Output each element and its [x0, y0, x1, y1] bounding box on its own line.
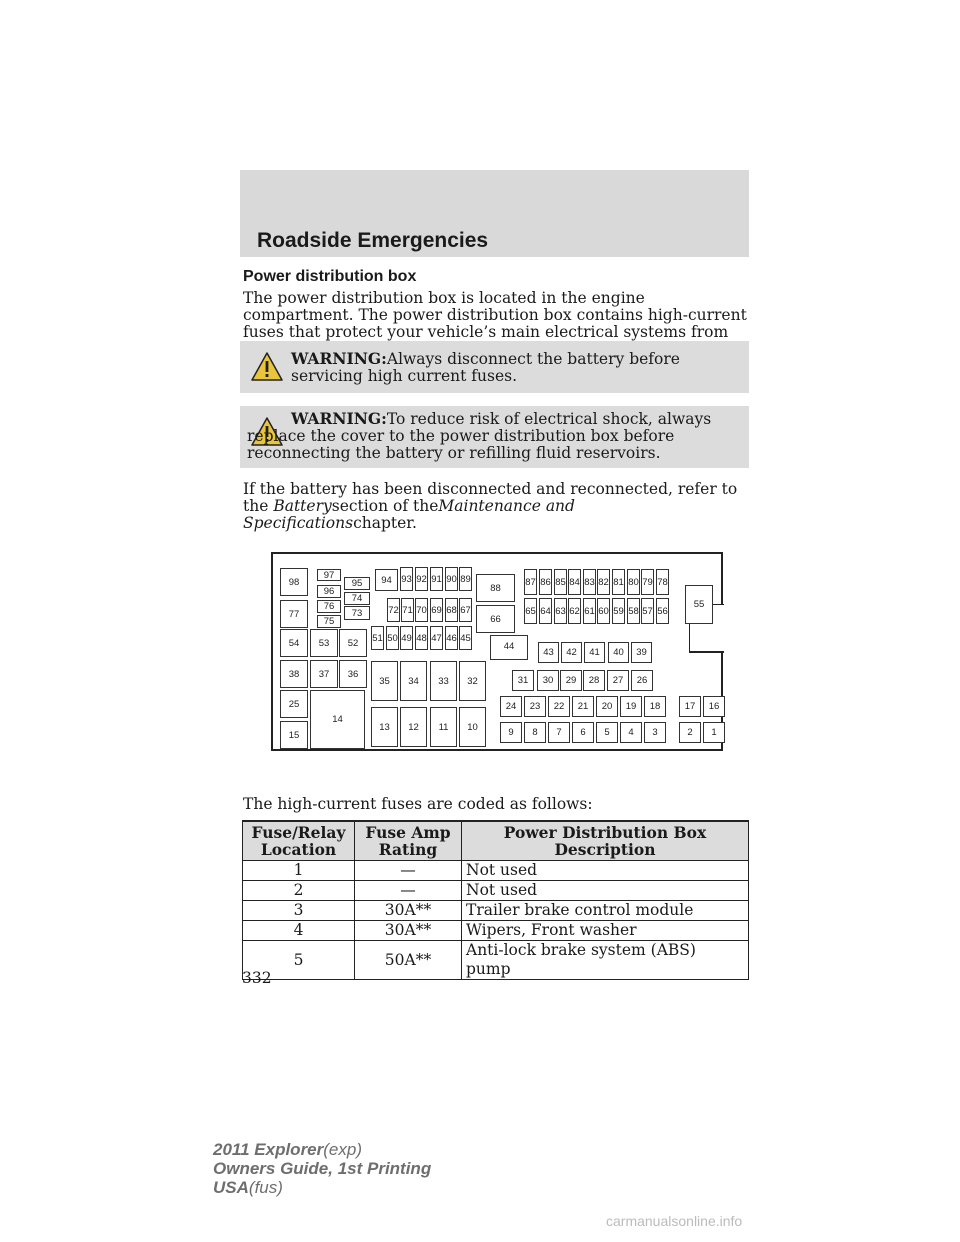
fuse-88: 88 — [476, 574, 515, 602]
fuse-60: 60 — [597, 598, 610, 624]
cell-location: 1 — [243, 861, 355, 881]
table-header-row — [243, 821, 749, 861]
fuse-94: 94 — [375, 569, 398, 591]
fuse-91: 91 — [430, 567, 443, 591]
fuse-15: 15 — [280, 721, 308, 749]
cell-description: Wipers, Front washer — [462, 921, 749, 941]
fuse-5: 5 — [596, 722, 618, 743]
fuse-14: 14 — [310, 690, 365, 749]
fuse-67: 67 — [459, 598, 472, 622]
fuse-3: 3 — [644, 722, 666, 743]
fuse-17: 17 — [679, 696, 701, 717]
battery-note-text: If the battery has been disconnected and reconnected, refer to the — [243, 480, 738, 515]
cell-location: 3 — [243, 901, 355, 921]
warning-box-1 — [240, 341, 749, 393]
fuse-39: 39 — [631, 642, 652, 663]
page-title: Roadside Emergencies — [257, 229, 489, 252]
fuse-75: 75 — [317, 615, 341, 628]
warning-triangle-icon — [251, 352, 283, 382]
fuse-89: 89 — [459, 567, 472, 591]
intro-paragraph: The power distribution box is located in the engine compartment. The power distribution box contains high-current fuses that protect your vehicle’s main electrical systems from — [243, 289, 747, 341]
fuse-18: 18 — [644, 696, 666, 717]
fuse-7: 7 — [548, 722, 570, 743]
fuse-30: 30 — [537, 670, 559, 691]
fuse-2: 2 — [679, 722, 701, 743]
warning-label: WARNING: — [291, 349, 387, 368]
cell-location: 5 — [243, 941, 355, 980]
fuse-11: 11 — [430, 707, 457, 747]
column-header-amp: Fuse Amp Rating — [355, 821, 462, 861]
fuse-16: 16 — [703, 696, 725, 717]
cell-location: 2 — [243, 881, 355, 901]
warning-label: WARNING: — [291, 409, 387, 428]
footer-market: USA — [213, 1178, 249, 1197]
fuse-85: 85 — [554, 569, 567, 595]
warning-text-2 — [247, 410, 741, 462]
footer-model-code: (exp) — [323, 1140, 362, 1159]
fuse-49: 49 — [400, 626, 413, 650]
fuse-96: 96 — [317, 585, 341, 598]
fuse-95: 95 — [344, 577, 370, 590]
fuse-10: 10 — [459, 707, 486, 747]
fuse-77: 77 — [280, 600, 308, 628]
column-header-description: Power Distribution Box Description — [462, 821, 749, 861]
fuse-13: 13 — [371, 707, 398, 747]
fuse-4: 4 — [620, 722, 642, 743]
fuse-28: 28 — [583, 670, 605, 691]
fuse-76: 76 — [317, 600, 341, 613]
watermark-text: carmanualsonline.info — [606, 1213, 743, 1229]
fuse-58: 58 — [627, 598, 640, 624]
cell-description: Anti-lock brake system (ABS) pump — [462, 941, 749, 980]
fuse-56: 56 — [656, 598, 669, 624]
fuse-68: 68 — [445, 598, 458, 622]
warning-box-2 — [240, 406, 749, 468]
fuse-9: 9 — [500, 722, 522, 743]
fuse-78: 78 — [656, 569, 669, 595]
fuse-48: 48 — [415, 626, 428, 650]
battery-note-text: section of the — [331, 497, 439, 515]
cell-location: 4 — [243, 921, 355, 941]
fuse-25: 25 — [280, 690, 308, 718]
footer-imprint — [213, 1140, 431, 1197]
fuse-80: 80 — [627, 569, 640, 595]
cell-amp: 50A** — [355, 941, 462, 980]
page-number: 332 — [242, 969, 272, 987]
cell-description: Not used — [462, 881, 749, 901]
fuse-97: 97 — [317, 569, 341, 581]
fuse-82: 82 — [597, 569, 610, 595]
column-header-location: Fuse/Relay Location — [243, 821, 355, 861]
table-row — [243, 881, 749, 901]
fuse-42: 42 — [561, 642, 582, 663]
fuse-22: 22 — [548, 696, 570, 717]
table-row — [243, 921, 749, 941]
fuse-47: 47 — [430, 626, 443, 650]
fuse-72: 72 — [387, 598, 400, 622]
fuse-59: 59 — [612, 598, 625, 624]
fuse-35: 35 — [371, 661, 398, 701]
cell-description: Trailer brake control module — [462, 901, 749, 921]
fuse-27: 27 — [607, 670, 629, 691]
battery-note-text: chapter. — [353, 514, 417, 532]
footer-market-code: (fus) — [248, 1178, 283, 1197]
cell-amp: — — [355, 881, 462, 901]
fuse-92: 92 — [415, 567, 428, 591]
battery-link-text: Battery — [273, 497, 332, 515]
fuse-31: 31 — [512, 670, 534, 691]
fuse-33: 33 — [430, 661, 457, 701]
fuse-81: 81 — [612, 569, 625, 595]
fuse-66: 66 — [476, 605, 515, 633]
fuse-41: 41 — [584, 642, 605, 663]
fuse-65: 65 — [524, 598, 537, 624]
fuse-73: 73 — [344, 606, 370, 620]
fuse-19: 19 — [620, 696, 642, 717]
fuse-98: 98 — [280, 568, 308, 596]
fuse-86: 86 — [539, 569, 552, 595]
cell-amp: 30A** — [355, 921, 462, 941]
fuse-84: 84 — [568, 569, 581, 595]
fuse-57: 57 — [641, 598, 654, 624]
fuse-46: 46 — [445, 626, 458, 650]
fuse-20: 20 — [596, 696, 618, 717]
fuse-69: 69 — [430, 598, 443, 622]
warning-text-1 — [291, 350, 741, 385]
fuse-50: 50 — [386, 626, 399, 650]
fuse-40: 40 — [608, 642, 629, 663]
fuse-83: 83 — [583, 569, 596, 595]
warning-body: To reduce risk of electrical shock, always replace the cover to the power distribution box before reconnecting the battery or refilling fluid reservoirs. — [247, 410, 712, 462]
footer-model: 2011 Explorer — [213, 1140, 324, 1159]
table-row — [243, 941, 749, 980]
cell-description: Not used — [462, 861, 749, 881]
fuse-64: 64 — [539, 598, 552, 624]
fuse-44: 44 — [490, 635, 528, 660]
fuse-70: 70 — [415, 598, 428, 622]
battery-note — [243, 481, 753, 532]
fuse-79: 79 — [641, 569, 654, 595]
fuse-62: 62 — [568, 598, 581, 624]
fuse-71: 71 — [401, 598, 414, 622]
fuse-61: 61 — [583, 598, 596, 624]
fuse-6: 6 — [572, 722, 594, 743]
fuse-63: 63 — [554, 598, 567, 624]
fuse-12: 12 — [400, 707, 427, 747]
fuse-87: 87 — [524, 569, 537, 595]
warning-body: Always disconnect the battery before servicing high current fuses. — [291, 350, 680, 385]
cell-amp: — — [355, 861, 462, 881]
fuse-36: 36 — [339, 660, 367, 688]
fuse-1: 1 — [703, 722, 725, 743]
fuse-53: 53 — [310, 629, 338, 657]
table-row — [243, 901, 749, 921]
section-title: Power distribution box — [243, 268, 417, 285]
fuse-54: 54 — [280, 629, 308, 657]
fuse-55: 55 — [685, 585, 713, 624]
fuse-29: 29 — [560, 670, 582, 691]
fuse-45: 45 — [459, 626, 472, 650]
cell-amp: 30A** — [355, 901, 462, 921]
fuse-51: 51 — [371, 626, 384, 650]
table-intro: The high-current fuses are coded as follows: — [243, 795, 593, 813]
fuse-90: 90 — [445, 567, 458, 591]
table-row — [243, 861, 749, 881]
fuse-21: 21 — [572, 696, 594, 717]
footer-printing: Owners Guide, 1st Printing — [213, 1159, 432, 1178]
fuse-37: 37 — [310, 660, 338, 688]
fuse-34: 34 — [400, 661, 427, 701]
fuse-table — [242, 820, 749, 980]
fuse-8: 8 — [524, 722, 546, 743]
fuse-38: 38 — [280, 660, 308, 688]
maintenance-link-text: Maintenance and Specifications — [243, 497, 575, 532]
fuse-26: 26 — [631, 670, 653, 691]
fuse-box-diagram — [271, 552, 723, 751]
fuse-74: 74 — [344, 592, 370, 605]
fuse-43: 43 — [538, 642, 559, 663]
fuse-93: 93 — [400, 567, 413, 591]
fuse-24: 24 — [500, 696, 522, 717]
fuse-23: 23 — [524, 696, 546, 717]
fuse-52: 52 — [339, 629, 367, 657]
fuse-32: 32 — [459, 661, 486, 701]
